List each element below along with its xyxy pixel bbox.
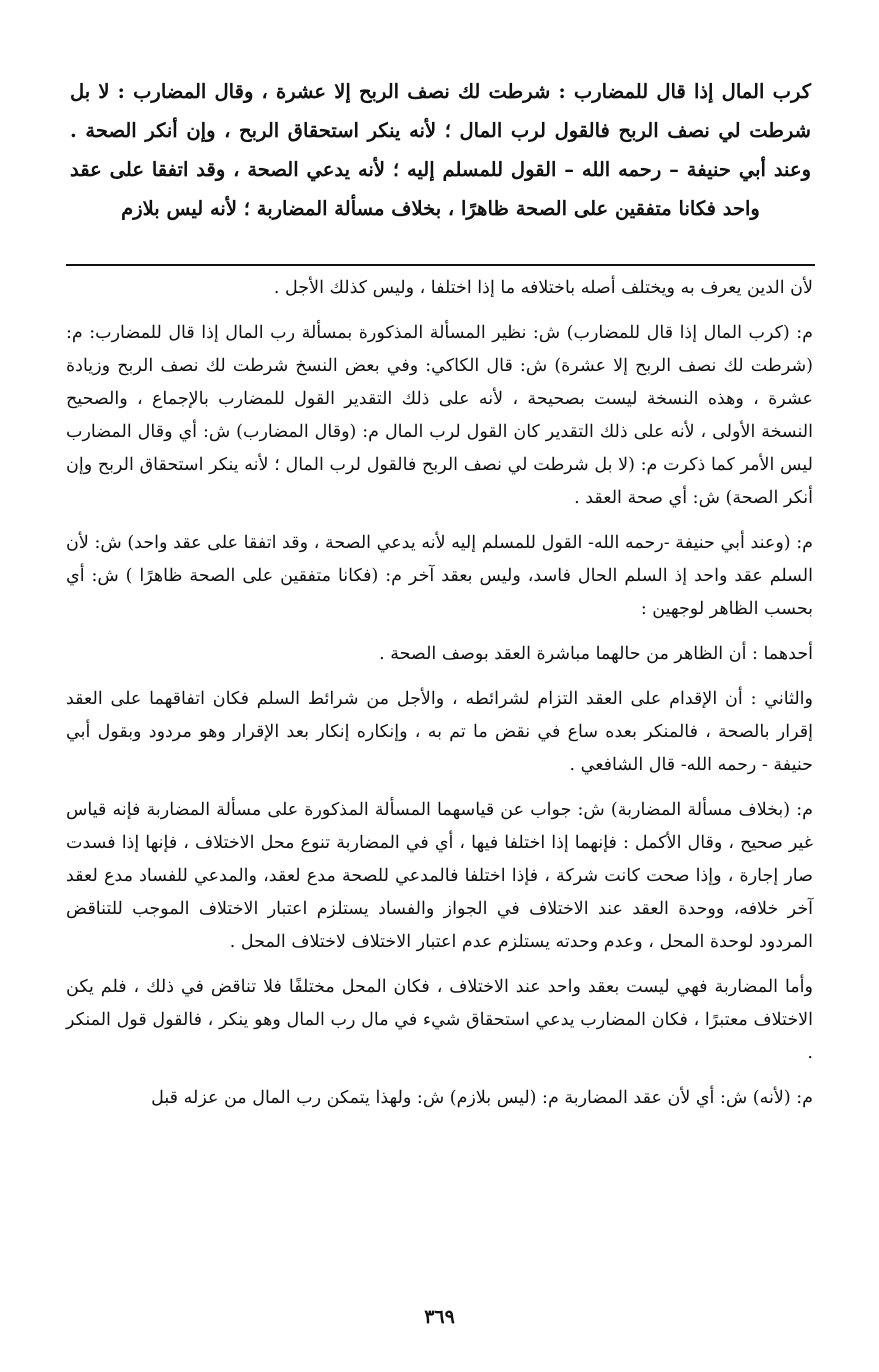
sharh-paragraph-8: م: (لأنه) ش: أي لأن عقد المضاربة م: (ليس بلازم) ش: ولهذا يتمكن رب المال من عزله قبل [151, 1088, 813, 1108]
sharh-paragraph-7: وأما المضاربة فهي ليست بعقد واحد عند الاختلاف ، فكان المحل مختلفًا فلا تناقض في ذلك ، فلم يكن الاختلاف معتبرًا ، فكان المضارب يدعي استحقاق شيء في مال رب المال وهو ينكر ، فالقول قول المنكر . [66, 977, 813, 1063]
matn-paragraph: كرب المال إذا قال للمضارب : شرطت لك نصف الربح إلا عشرة ، وقال المضارب : لا بل شرطت لي نصف الربح فالقول لرب المال ؛ لأنه ينكر استحقاق الربح ، وإن أنكر الصحة . وعند أبي حنيفة – رحمه الله – القول للمسلم إليه ؛ لأنه يدعي الصحة ، وقد اتفقا على عقد واحد فكانا متفقين على الصحة ظاهرًا ، بخلاف مسألة المضاربة ؛ لأنه ليس بلازم [70, 80, 811, 220]
sharh-paragraph-4: أحدهما : أن الظاهر من حالهما مباشرة العقد بوصف الصحة . [379, 644, 813, 664]
page-number: ٣٦٩ [424, 1306, 455, 1328]
sharh-paragraph-5: والثاني : أن الإقدام على العقد التزام لشرائطه ، والأجل من شرائط السلم فكان اتفاقهما على العقد إقرار بالصحة ، فالمنكر بعده ساع في نقض ما تم به ، وإنكاره إنكار بعد الإقرار وهو مردود وبقول أبي حنيفة - رحمه الله- قال الشافعي . [66, 689, 813, 775]
sharh-paragraph-1: لأن الدين يعرف به ويختلف أصله باختلافه ما إذا اختلفا ، وليس كذلك الأجل . [273, 278, 813, 298]
sharh-commentary-block [66, 272, 813, 1127]
sharh-paragraph-3: م: (وعند أبي حنيفة -رحمه الله- القول للمسلم إليه لأنه يدعي الصحة ، وقد اتفقا على عقد واحد) ش: لأن السلم عقد واحد إذ السلم الحال فاسد، وليس بعقد آخر م: (فكانا متفقين على الصحة ظاهرًا ) ش: أي بحسب الظاهر لوجهين : [66, 533, 813, 619]
sharh-paragraph-2: م: (كرب المال إذا قال للمضارب) ش: نظير المسألة المذكورة بمسألة رب المال إذا قال للمضارب: م: (شرطت لك نصف الربح إلا عشرة) ش: قال الكاكي: وفي بعض النسخ شرطت لك نصف الربح وزيادة عشرة ، وهذه النسخة ليست بصحيحة ، لأنه على ذلك التقدير القول للمضارب بالإجماع ، والصحيح النسخة الأولى ، لأنه على ذلك التقدير كان القول لرب المال م: (وقال المضارب) ش: أي وقال المضارب ليس الأمر كما ذكرت م: (لا بل شرطت لي نصف الربح فالقول لرب المال ؛ لأنه ينكر استحقاق الربح وإن أنكر الصحة) ش: أي صحة العقد . [66, 323, 813, 508]
sharh-paragraph-6: م: (بخلاف مسألة المضاربة) ش: جواب عن قياسهما المسألة المذكورة على مسألة المضاربة فإنه قياس غير صحيح ، وقال الأكمل : فإنهما إذا اختلفا فيها ، أي في المضاربة تنوع محل الاختلاف ، فإنها إذا فسدت صار إجارة ، وإذا صحت كانت شركة ، فإذا اختلفا فالمدعي للصحة مدع لعقد، والمدعي للفساد مدع لعقد آخر خلافه، ووحدة العقد عند الاختلاف في الجواز والفساد يستلزم اعتبار الاختلاف الموجب للتناقض المردود لوحدة المحل ، وعدم وحدته يستلزم عدم اعتبار الاختلاف لاختلاف المحل . [66, 800, 813, 952]
matn-text-block [70, 72, 811, 228]
footnote-divider [66, 264, 815, 266]
